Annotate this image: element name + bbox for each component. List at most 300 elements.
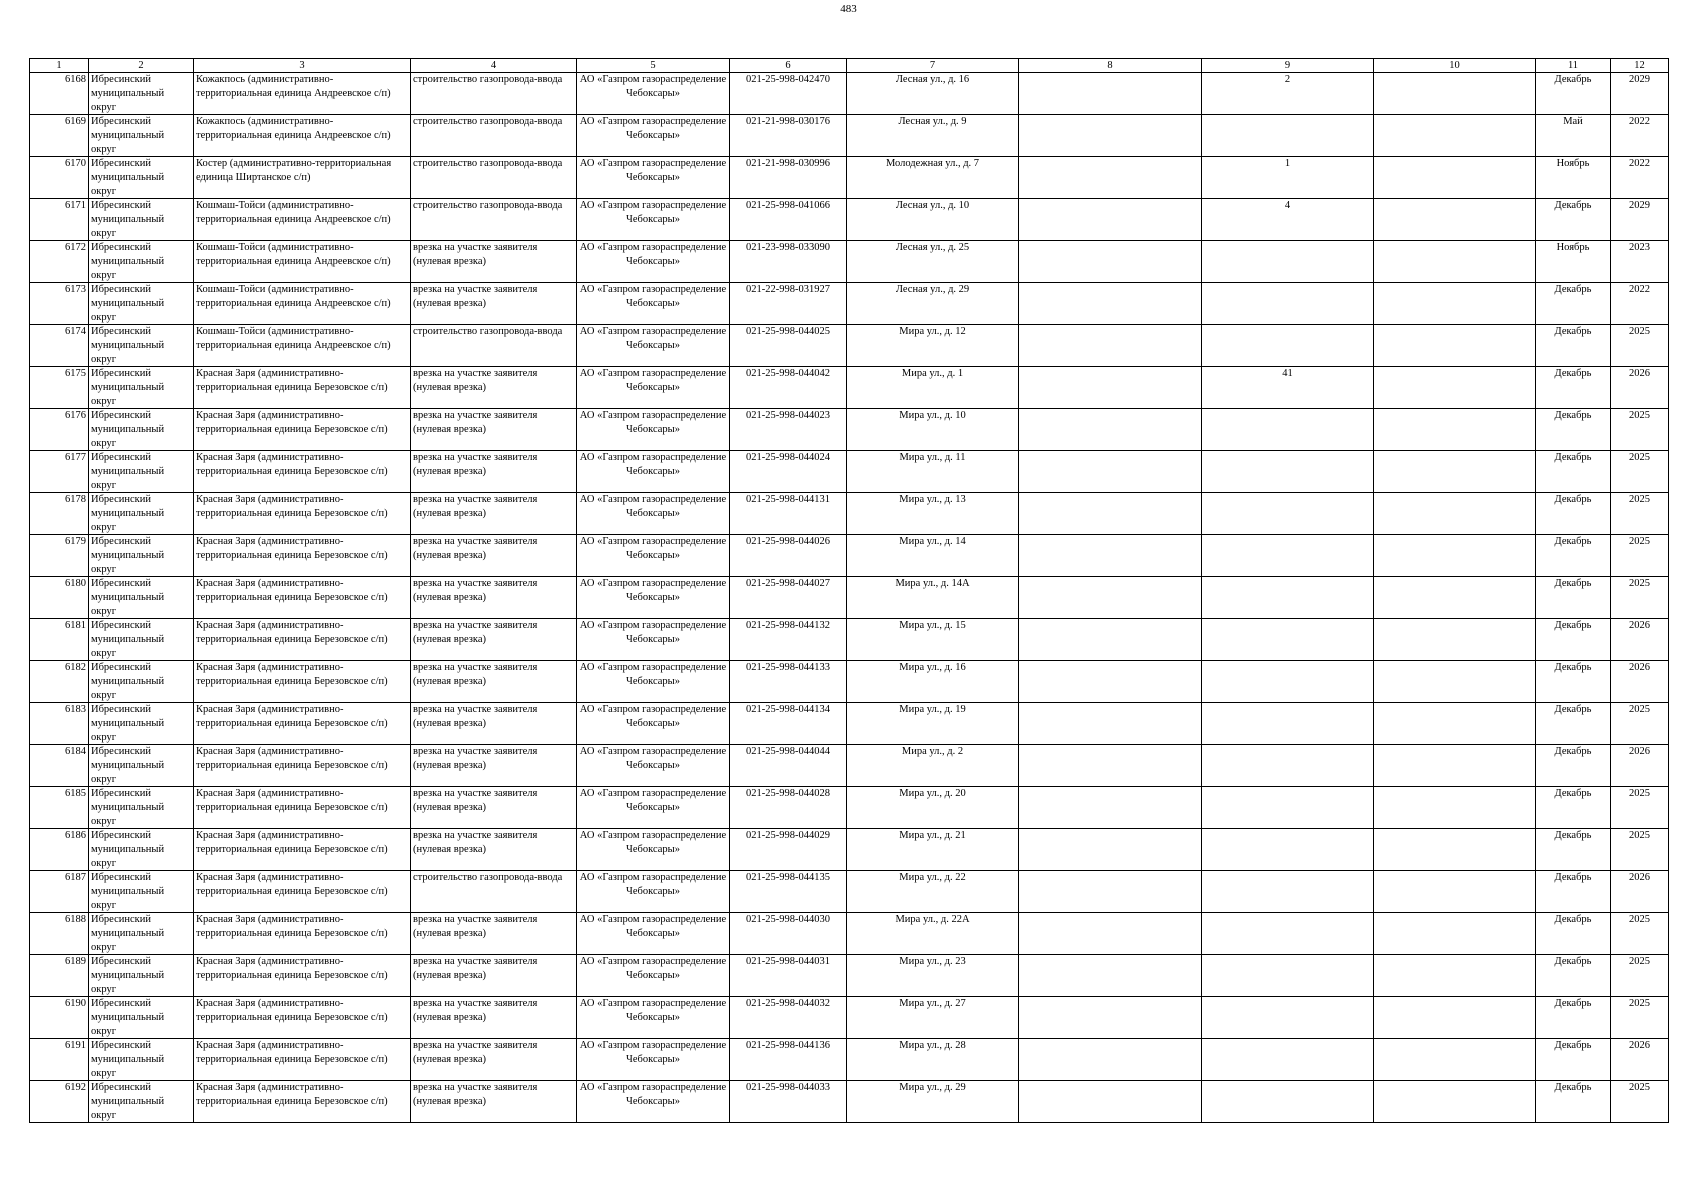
organization: АО «Газпром газораспределение Чебоксары» [579, 620, 727, 645]
application-number-cell [730, 955, 847, 997]
work-type-cell [411, 73, 577, 115]
address-cell [847, 241, 1019, 283]
municipal-district: Ибресинский муниципальный округ [91, 704, 165, 743]
year: 2025 [1629, 326, 1650, 337]
organization: АО «Газпром газораспределение Чебоксары» [579, 998, 727, 1023]
application-number-cell [730, 409, 847, 451]
settlement-cell [194, 199, 411, 241]
year: 2025 [1629, 830, 1650, 841]
work-type-cell [411, 199, 577, 241]
application-number-cell [730, 115, 847, 157]
col-9 [1204, 619, 1371, 660]
municipal-district-cell [89, 409, 194, 451]
organization: АО «Газпром газораспределение Чебоксары» [579, 494, 727, 519]
settlement-cell [194, 997, 411, 1039]
month-cell [1536, 325, 1611, 367]
address: Мира ул., д. 2 [901, 746, 964, 757]
municipal-district: Ибресинский муниципальный округ [91, 1040, 165, 1079]
municipal-district: Ибресинский муниципальный округ [91, 872, 165, 911]
col-9-cell [1202, 661, 1374, 703]
col-8 [1021, 703, 1199, 744]
month-cell [1536, 703, 1611, 745]
row-number: 6168 [65, 74, 86, 85]
row-number: 6185 [65, 788, 86, 799]
col-9-cell [1202, 577, 1374, 619]
col-10-cell [1374, 73, 1536, 115]
register-table [29, 58, 1669, 1123]
table-row [30, 829, 1669, 871]
col-10 [1376, 1039, 1533, 1080]
month: Декабрь [1554, 326, 1592, 337]
col-8-cell [1019, 1039, 1202, 1081]
application-number: 021-25-998-042470 [746, 74, 830, 85]
address: Лесная ул., д. 9 [898, 116, 967, 127]
year: 2025 [1629, 1082, 1650, 1093]
column-header: 5 [577, 59, 730, 73]
address-cell [847, 661, 1019, 703]
col-9-cell [1202, 745, 1374, 787]
settlement: Костер (административно-территориальная единица Ширтанское с/п) [196, 158, 392, 183]
municipal-district-cell [89, 1081, 194, 1123]
table-row [30, 493, 1669, 535]
row-number-cell [30, 73, 89, 115]
col-9-cell [1202, 157, 1374, 199]
settlement: Кошмаш-Тойси (административно-территориальная единица Андреевское с/п) [196, 200, 391, 225]
address: Мира ул., д. 22А [895, 914, 970, 925]
row-number: 6184 [65, 746, 86, 757]
table-row [30, 1039, 1669, 1081]
work-type-cell [411, 871, 577, 913]
col-8 [1021, 283, 1199, 324]
settlement: Красная Заря (административно-территориальная единица Березовское с/п) [196, 914, 388, 939]
year-cell [1611, 661, 1669, 703]
year: 2025 [1629, 410, 1650, 421]
col-10-cell [1374, 451, 1536, 493]
application-number: 021-23-998-033090 [746, 242, 830, 253]
settlement: Красная Заря (административно-территориальная единица Березовское с/п) [196, 452, 388, 477]
year-cell [1611, 73, 1669, 115]
col-8-cell [1019, 871, 1202, 913]
organization-cell [577, 73, 730, 115]
row-number-cell [30, 283, 89, 325]
settlement-cell [194, 703, 411, 745]
table-row [30, 115, 1669, 157]
organization-cell [577, 577, 730, 619]
col-10-cell [1374, 535, 1536, 577]
address-cell [847, 283, 1019, 325]
month: Декабрь [1554, 662, 1592, 673]
organization-cell [577, 409, 730, 451]
col-10-cell [1374, 955, 1536, 997]
municipal-district: Ибресинский муниципальный округ [91, 158, 165, 197]
settlement-cell [194, 451, 411, 493]
organization: АО «Газпром газораспределение Чебоксары» [579, 578, 727, 603]
address: Мира ул., д. 27 [899, 998, 966, 1009]
address-cell [847, 535, 1019, 577]
row-number-cell [30, 409, 89, 451]
year-cell [1611, 535, 1669, 577]
application-number: 021-25-998-044136 [746, 1040, 830, 1051]
municipal-district-cell [89, 241, 194, 283]
col-9: 41 [1282, 368, 1293, 379]
application-number: 021-25-998-044032 [746, 998, 830, 1009]
application-number: 021-25-998-044135 [746, 872, 830, 883]
row-number: 6172 [65, 242, 86, 253]
work-type-cell [411, 703, 577, 745]
application-number-cell [730, 451, 847, 493]
col-9 [1204, 115, 1371, 156]
settlement: Красная Заря (административно-территориальная единица Березовское с/п) [196, 746, 388, 771]
col-10-cell [1374, 325, 1536, 367]
col-8-cell [1019, 535, 1202, 577]
application-number-cell [730, 241, 847, 283]
municipal-district-cell [89, 787, 194, 829]
row-number: 6190 [65, 998, 86, 1009]
application-number-cell [730, 493, 847, 535]
organization-cell [577, 997, 730, 1039]
organization-cell [577, 241, 730, 283]
application-number: 021-25-998-044029 [746, 830, 830, 841]
municipal-district: Ибресинский муниципальный округ [91, 746, 165, 785]
month: Декабрь [1554, 830, 1592, 841]
col-9 [1204, 451, 1371, 492]
year-cell [1611, 409, 1669, 451]
organization-cell [577, 283, 730, 325]
settlement-cell [194, 745, 411, 787]
col-10 [1376, 661, 1533, 702]
month-cell [1536, 745, 1611, 787]
settlement: Красная Заря (административно-территориальная единица Березовское с/п) [196, 704, 388, 729]
col-8-cell [1019, 745, 1202, 787]
application-number-cell [730, 1039, 847, 1081]
settlement: Кошмаш-Тойси (административно-территориальная единица Андреевское с/п) [196, 326, 391, 351]
col-8 [1021, 367, 1199, 408]
row-number: 6181 [65, 620, 86, 631]
col-9-cell [1202, 451, 1374, 493]
col-9: 4 [1284, 200, 1291, 211]
col-9-cell [1202, 1081, 1374, 1123]
column-header: 12 [1611, 59, 1669, 73]
col-9 [1204, 745, 1371, 786]
year-cell [1611, 241, 1669, 283]
settlement: Красная Заря (административно-территориальная единица Березовское с/п) [196, 410, 388, 435]
year-cell [1611, 871, 1669, 913]
municipal-district-cell [89, 577, 194, 619]
col-10 [1376, 997, 1533, 1038]
col-8 [1021, 157, 1199, 198]
work-type: врезка на участке заявителя (нулевая врезка) [413, 494, 538, 519]
municipal-district: Ибресинский муниципальный округ [91, 200, 165, 239]
address: Мира ул., д. 11 [899, 452, 966, 463]
application-number-cell [730, 73, 847, 115]
settlement: Красная Заря (административно-территориальная единица Березовское с/п) [196, 494, 388, 519]
col-10-cell [1374, 367, 1536, 409]
row-number: 6173 [65, 284, 86, 295]
year: 2025 [1629, 998, 1650, 1009]
address-cell [847, 745, 1019, 787]
address: Мира ул., д. 13 [899, 494, 966, 505]
organization: АО «Газпром газораспределение Чебоксары» [579, 746, 727, 771]
application-number-cell [730, 325, 847, 367]
address-cell [847, 871, 1019, 913]
address: Лесная ул., д. 29 [895, 284, 970, 295]
month-cell [1536, 577, 1611, 619]
municipal-district-cell [89, 283, 194, 325]
address-cell [847, 703, 1019, 745]
municipal-district-cell [89, 997, 194, 1039]
month-cell [1536, 997, 1611, 1039]
year-cell [1611, 577, 1669, 619]
month: Декабрь [1554, 410, 1592, 421]
col-9-cell [1202, 829, 1374, 871]
settlement-cell [194, 325, 411, 367]
month-cell [1536, 1081, 1611, 1123]
settlement-cell [194, 409, 411, 451]
col-10 [1376, 451, 1533, 492]
organization-cell [577, 1039, 730, 1081]
col-10-cell [1374, 241, 1536, 283]
work-type: врезка на участке заявителя (нулевая врезка) [413, 830, 538, 855]
row-number-cell [30, 535, 89, 577]
work-type: врезка на участке заявителя (нулевая врезка) [413, 914, 538, 939]
organization: АО «Газпром газораспределение Чебоксары» [579, 116, 727, 141]
row-number: 6182 [65, 662, 86, 673]
year: 2022 [1629, 284, 1650, 295]
application-number-cell [730, 1081, 847, 1123]
row-number: 6169 [65, 116, 86, 127]
row-number: 6171 [65, 200, 86, 211]
col-9 [1204, 409, 1371, 450]
application-number: 021-25-998-044134 [746, 704, 830, 715]
organization: АО «Газпром газораспределение Чебоксары» [579, 788, 727, 813]
col-10-cell [1374, 1039, 1536, 1081]
organization-cell [577, 703, 730, 745]
col-8-cell [1019, 619, 1202, 661]
address: Мира ул., д. 10 [899, 410, 966, 421]
row-number-cell [30, 1039, 89, 1081]
row-number: 6180 [65, 578, 86, 589]
municipal-district-cell [89, 535, 194, 577]
work-type-cell [411, 409, 577, 451]
col-10-cell [1374, 115, 1536, 157]
col-10 [1376, 157, 1533, 198]
address: Мира ул., д. 22 [899, 872, 966, 883]
address-cell [847, 955, 1019, 997]
municipal-district: Ибресинский муниципальный округ [91, 242, 165, 281]
application-number: 021-25-998-044025 [746, 326, 830, 337]
work-type: врезка на участке заявителя (нулевая врезка) [413, 956, 538, 981]
organization: АО «Газпром газораспределение Чебоксары» [579, 536, 727, 561]
month: Декабрь [1554, 368, 1592, 379]
organization-cell [577, 871, 730, 913]
year: 2026 [1629, 662, 1650, 673]
address-cell [847, 199, 1019, 241]
year-cell [1611, 157, 1669, 199]
col-8 [1021, 199, 1199, 240]
row-number: 6178 [65, 494, 86, 505]
row-number-cell [30, 199, 89, 241]
work-type: врезка на участке заявителя (нулевая врезка) [413, 1040, 538, 1065]
col-10 [1376, 829, 1533, 870]
work-type-cell [411, 955, 577, 997]
municipal-district-cell [89, 619, 194, 661]
col-10-cell [1374, 997, 1536, 1039]
year: 2025 [1629, 578, 1650, 589]
application-number-cell [730, 829, 847, 871]
year: 2025 [1629, 788, 1650, 799]
table-row [30, 703, 1669, 745]
organization-cell [577, 367, 730, 409]
work-type-cell [411, 619, 577, 661]
work-type: строительство газопровода-ввода [413, 200, 563, 211]
organization: АО «Газпром газораспределение Чебоксары» [579, 410, 727, 435]
organization-cell [577, 787, 730, 829]
row-number-cell [30, 955, 89, 997]
month: Декабрь [1554, 200, 1592, 211]
address: Мира ул., д. 12 [899, 326, 966, 337]
month: Декабрь [1554, 704, 1592, 715]
col-8-cell [1019, 283, 1202, 325]
month: Декабрь [1554, 536, 1592, 547]
col-8-cell [1019, 325, 1202, 367]
application-number: 021-21-998-030996 [746, 158, 830, 169]
work-type-cell [411, 997, 577, 1039]
year: 2023 [1629, 242, 1650, 253]
month-cell [1536, 619, 1611, 661]
work-type: строительство газопровода-ввода [413, 872, 563, 883]
work-type: врезка на участке заявителя (нулевая врезка) [413, 578, 538, 603]
year-cell [1611, 997, 1669, 1039]
row-number: 6170 [65, 158, 86, 169]
column-header: 9 [1202, 59, 1374, 73]
address: Мира ул., д. 29 [899, 1082, 966, 1093]
year: 2026 [1629, 620, 1650, 631]
row-number: 6176 [65, 410, 86, 421]
col-9 [1204, 325, 1371, 366]
col-8-cell [1019, 829, 1202, 871]
application-number: 021-25-998-044132 [746, 620, 830, 631]
col-8-cell [1019, 955, 1202, 997]
col-8 [1021, 787, 1199, 828]
col-9 [1204, 871, 1371, 912]
month: Декабрь [1554, 74, 1592, 85]
col-9-cell [1202, 703, 1374, 745]
organization-cell [577, 451, 730, 493]
row-number-cell [30, 913, 89, 955]
row-number-cell [30, 577, 89, 619]
col-10 [1376, 199, 1533, 240]
col-8 [1021, 619, 1199, 660]
month-cell [1536, 787, 1611, 829]
row-number: 6183 [65, 704, 86, 715]
month: Ноябрь [1556, 158, 1590, 169]
year-cell [1611, 115, 1669, 157]
col-8 [1021, 325, 1199, 366]
month: Декабрь [1554, 872, 1592, 883]
address: Мира ул., д. 14 [899, 536, 966, 547]
settlement-cell [194, 493, 411, 535]
col-9 [1204, 493, 1371, 534]
month-cell [1536, 955, 1611, 997]
organization: АО «Газпром газораспределение Чебоксары» [579, 1040, 727, 1065]
address-cell [847, 1081, 1019, 1123]
municipal-district: Ибресинский муниципальный округ [91, 494, 165, 533]
year-cell [1611, 745, 1669, 787]
table-row [30, 157, 1669, 199]
address: Мира ул., д. 19 [899, 704, 966, 715]
application-number-cell [730, 745, 847, 787]
address-cell [847, 1039, 1019, 1081]
row-number-cell [30, 787, 89, 829]
col-8 [1021, 115, 1199, 156]
organization-cell [577, 493, 730, 535]
settlement-cell [194, 913, 411, 955]
address-cell [847, 829, 1019, 871]
municipal-district-cell [89, 661, 194, 703]
settlement-cell [194, 787, 411, 829]
row-number-cell [30, 451, 89, 493]
col-9 [1204, 997, 1371, 1038]
application-number-cell [730, 619, 847, 661]
settlement: Красная Заря (административно-территориальная единица Березовское с/п) [196, 536, 388, 561]
col-10-cell [1374, 787, 1536, 829]
organization: АО «Газпром газораспределение Чебоксары» [579, 914, 727, 939]
work-type-cell [411, 241, 577, 283]
address-cell [847, 73, 1019, 115]
work-type: врезка на участке заявителя (нулевая врезка) [413, 536, 538, 561]
organization-cell [577, 955, 730, 997]
municipal-district: Ибресинский муниципальный округ [91, 536, 165, 575]
month-cell [1536, 283, 1611, 325]
table-row [30, 535, 1669, 577]
col-9-cell [1202, 283, 1374, 325]
col-10 [1376, 325, 1533, 366]
table-row [30, 283, 1669, 325]
col-10-cell [1374, 577, 1536, 619]
col-8-cell [1019, 73, 1202, 115]
year: 2025 [1629, 536, 1650, 547]
municipal-district-cell [89, 157, 194, 199]
row-number-cell [30, 493, 89, 535]
settlement-cell [194, 871, 411, 913]
col-9 [1204, 577, 1371, 618]
month: Декабрь [1554, 284, 1592, 295]
col-10-cell [1374, 829, 1536, 871]
row-number: 6175 [65, 368, 86, 379]
address-cell [847, 367, 1019, 409]
row-number-cell [30, 871, 89, 913]
municipal-district: Ибресинский муниципальный округ [91, 368, 165, 407]
application-number: 021-22-998-031927 [746, 284, 830, 295]
row-number-cell [30, 241, 89, 283]
col-9 [1204, 829, 1371, 870]
col-8 [1021, 493, 1199, 534]
col-9-cell [1202, 997, 1374, 1039]
month: Декабрь [1554, 956, 1592, 967]
month: Декабрь [1554, 746, 1592, 757]
column-header: 7 [847, 59, 1019, 73]
col-9-cell [1202, 871, 1374, 913]
col-9-cell [1202, 535, 1374, 577]
col-8 [1021, 241, 1199, 282]
col-10 [1376, 787, 1533, 828]
col-10-cell [1374, 493, 1536, 535]
table-row [30, 577, 1669, 619]
organization-cell [577, 325, 730, 367]
col-9 [1204, 955, 1371, 996]
row-number-cell [30, 703, 89, 745]
year: 2026 [1629, 1040, 1650, 1051]
